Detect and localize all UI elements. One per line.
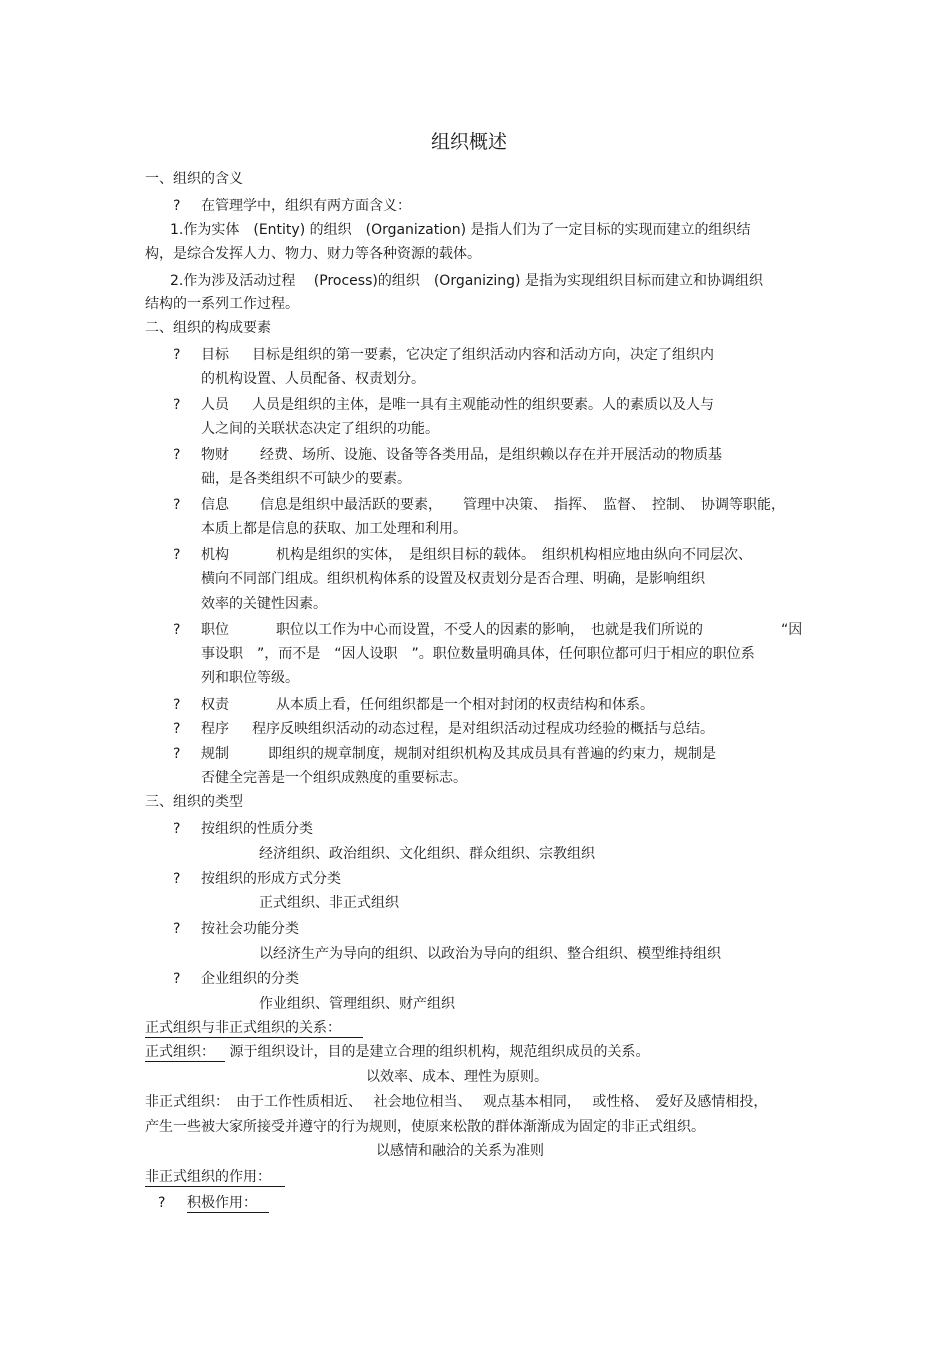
bullet-marker: ?	[173, 347, 181, 363]
item-term: 权责	[201, 697, 229, 713]
item-description: 的机构设置、人员配备、权责划分。	[201, 371, 425, 387]
paragraph-text: 在管理学中，组织有两方面含义：	[201, 198, 411, 214]
bullet-marker: ?	[173, 198, 181, 214]
item-description: 否健全完善是一个组织成熟度的重要标志。	[201, 770, 467, 786]
bullet-marker: ?	[173, 697, 181, 713]
positive-role-label	[187, 1194, 269, 1213]
bullet-marker: ?	[173, 921, 181, 937]
formal-org-line	[145, 1043, 649, 1062]
informal-role-heading-text: 非正式组织的作用：	[145, 1168, 285, 1187]
item-term: 程序	[201, 721, 229, 737]
item-subtext: 正式组织、非正式组织	[259, 895, 399, 911]
relationship-heading	[145, 1019, 363, 1038]
item-term: 规制	[201, 746, 229, 762]
item-description: 即组织的规章制度，规制对组织机构及其成员具有普遍的约束力，规制是	[268, 746, 716, 762]
bullet-marker: ?	[158, 1195, 166, 1211]
bullet-marker: ?	[173, 971, 181, 987]
item-term: 企业组织的分类	[201, 971, 299, 987]
paragraph-text: 构，是综合发挥人力、物力、财力等各种资源的载体。	[145, 246, 481, 262]
bullet-marker: ?	[173, 397, 181, 413]
item-description: 目标是组织的第一要素，它决定了组织活动内容和活动方向，决定了组织内	[252, 347, 714, 363]
bullet-marker: ?	[173, 622, 181, 638]
formal-org-text: 源于组织设计，目的是建立合理的组织机构，规范组织成员的关系。	[229, 1044, 650, 1060]
item-description: 信息是组织中最活跃的要素， 管理中决策、 指挥、 监督、 控制、 协调等职能，	[260, 497, 785, 513]
item-description: 程序反映组织活动的动态过程，是对组织活动过程成功经验的概括与总结。	[252, 721, 714, 737]
bullet-marker: ?	[173, 447, 181, 463]
paragraph-text: 结构的一系列工作过程。	[145, 296, 299, 312]
item-description: 从本质上看，任何组织都是一个相对封闭的权责结构和体系。	[276, 697, 654, 713]
bullet-marker: ?	[173, 746, 181, 762]
item-description: 人之间的关联状态决定了组织的功能。	[201, 421, 439, 437]
item-description: 机构是组织的实体， 是组织目标的载体。 组织机构相应地由纵向不同层次、	[276, 547, 752, 563]
informal-role-heading	[145, 1168, 285, 1187]
item-term: 职位	[201, 622, 229, 638]
item-description: “因	[781, 622, 803, 638]
item-term: 目标	[201, 347, 229, 363]
bullet-marker: ?	[173, 721, 181, 737]
informal-org-text: 产生一些被大家所接受并遵守的行为规则，使原来松散的群体渐渐成为固定的非正式组织。	[145, 1119, 705, 1135]
section-heading-elements: 二、组织的构成要素	[145, 320, 271, 336]
item-description: 本质上都是信息的获取、加工处理和利用。	[201, 521, 467, 537]
relationship-heading-text: 正式组织与非正式组织的关系：	[145, 1019, 363, 1038]
item-description: 人员是组织的主体，是唯一具有主观能动性的组织要素。人的素质以及人与	[252, 397, 714, 413]
informal-org-text: 非正式组织： 由于工作性质相近、 社会地位相当、 观点基本相同， 或性格、 爱好及感情相投，	[145, 1094, 768, 1110]
item-description: 横向不同部门组成。组织机构体系的设置及权责划分是否合理、明确，是影响组织	[201, 571, 705, 587]
item-description: 职位以工作为中心而设置，不受人的因素的影响， 也就是我们所说的	[276, 622, 703, 638]
item-description: 础，是各类组织不可缺少的要素。	[201, 471, 411, 487]
informal-org-principle: 以感情和融洽的关系为准则	[376, 1143, 544, 1159]
paragraph-text: 2.作为涉及活动过程 (Process)的组织 (Organizing) 是指为实现组织目标而建立和协调组织	[170, 273, 763, 289]
bullet-marker: ?	[173, 547, 181, 563]
item-term: 按组织的性质分类	[201, 821, 313, 837]
page-title: 组织概述	[431, 131, 508, 153]
item-term: 信息	[201, 497, 229, 513]
section-heading-types: 三、组织的类型	[145, 794, 243, 810]
item-subtext: 经济组织、政治组织、文化组织、群众组织、宗教组织	[259, 846, 595, 862]
item-description: 列和职位等级。	[201, 670, 299, 686]
positive-role-text: 积极作用：	[187, 1194, 269, 1213]
item-description: 经费、场所、设施、设备等各类用品，是组织赖以存在并开展活动的物质基	[260, 447, 722, 463]
bullet-marker: ?	[173, 497, 181, 513]
item-subtext: 以经济生产为导向的组织、以政治为导向的组织、整合组织、模型维持组织	[259, 946, 721, 962]
section-heading-meaning: 一、组织的含义	[145, 171, 243, 187]
item-term: 按社会功能分类	[201, 921, 299, 937]
item-term: 物财	[201, 447, 229, 463]
bullet-marker: ?	[173, 821, 181, 837]
item-term: 人员	[201, 397, 229, 413]
formal-org-label: 正式组织：	[145, 1043, 225, 1062]
item-term: 按组织的形成方式分类	[201, 871, 341, 887]
bullet-marker: ?	[173, 871, 181, 887]
formal-org-principle: 以效率、成本、理性为原则。	[366, 1069, 548, 1085]
item-description: 事设职 ”，而不是 “因人设职 ”。职位数量明确具体，任何职位都可归于相应的职位系	[201, 646, 755, 662]
paragraph-text: 1.作为实体 (Entity) 的组织 (Organization) 是指人们为了一定目标的实现而建立的组织结	[170, 222, 751, 238]
item-subtext: 作业组织、管理组织、财产组织	[259, 996, 455, 1012]
item-description: 效率的关键性因素。	[201, 596, 327, 612]
item-term: 机构	[201, 547, 229, 563]
